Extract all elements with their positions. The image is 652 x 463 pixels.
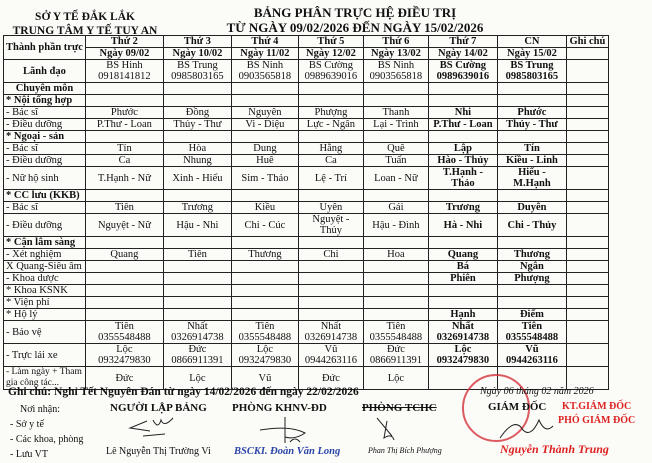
duty-cell <box>298 95 363 107</box>
note-cell <box>566 155 608 167</box>
duty-cell <box>363 83 428 95</box>
day-header: Thứ 3 <box>163 36 231 48</box>
duty-cell <box>497 190 566 202</box>
duty-cell: Chi - Thủy <box>497 214 566 237</box>
duty-cell: Lộc <box>163 367 231 390</box>
row-label: - Bác sĩ <box>4 107 86 119</box>
note-cell <box>566 107 608 119</box>
duty-cell <box>231 309 298 321</box>
row-label: * Hộ lý <box>4 309 86 321</box>
duty-cell <box>163 237 231 249</box>
director-title: GIÁM ĐỐC <box>488 401 547 413</box>
day-header: Thứ 4 <box>231 36 298 48</box>
duty-cell: Huê <box>231 155 298 167</box>
duty-cell <box>363 297 428 309</box>
duty-cell <box>85 190 163 202</box>
duty-cell: Duyên <box>497 202 566 214</box>
preparer-signature <box>125 416 185 441</box>
note-cell <box>566 131 608 143</box>
table-row <box>4 321 609 344</box>
preparer-title: NGƯỜI LẬP BẢNG <box>110 402 207 414</box>
duty-cell: Tiên <box>85 202 163 214</box>
duty-cell: Thủy - Thư <box>497 119 566 131</box>
duty-cell <box>298 273 363 285</box>
table-row <box>4 95 609 107</box>
header-row-dates <box>4 48 609 60</box>
duty-cell: BS Ninh 0903565818 <box>363 60 428 83</box>
row-label: - Bác sĩ <box>4 202 86 214</box>
table-row <box>4 190 609 202</box>
day-header: CN <box>497 36 566 48</box>
duty-cell: Nguyệt - Thủy <box>298 214 363 237</box>
day-header: Thứ 5 <box>298 36 363 48</box>
table-row <box>4 167 609 190</box>
duty-cell: Lộc <box>363 367 428 390</box>
duty-cell <box>363 309 428 321</box>
duty-cell: Uyên <box>298 202 363 214</box>
note-cell <box>566 249 608 261</box>
duty-cell: Gái <box>363 202 428 214</box>
tchc-signature <box>372 416 412 441</box>
duty-cell: Ca <box>85 155 163 167</box>
row-label: * Cận lâm sàng <box>4 237 86 249</box>
khnv-title: PHÒNG KHNV-ĐD <box>232 402 327 414</box>
duty-cell: Lệ - Trí <box>298 167 363 190</box>
duty-cell: Lực - Ngân <box>298 119 363 131</box>
duty-cell <box>85 285 163 297</box>
table-row <box>4 237 609 249</box>
duty-cell: Trương <box>428 202 497 214</box>
org-name: TRUNG TÂM Y TẾ TUY AN <box>12 25 158 37</box>
duty-cell: Lại - Trình <box>363 119 428 131</box>
duty-cell: Quê <box>363 143 428 155</box>
duty-cell: BS Cường 0989639016 <box>428 60 497 83</box>
table-row <box>4 309 609 321</box>
table-row <box>4 119 609 131</box>
row-label: - Nữ hộ sinh <box>4 167 86 190</box>
tchc-name: Phan Thị Bích Phượng <box>368 446 442 455</box>
row-label: - Làm ngày + Tham gia công tác... <box>4 367 86 390</box>
recipient: - Sở y tế <box>10 419 44 430</box>
row-label: Chuyên môn <box>4 83 86 95</box>
doc-title: BẢNG PHÂN TRỰC HỆ ĐIỀU TRỊ <box>253 5 457 20</box>
duty-cell <box>428 237 497 249</box>
duty-cell: Hậu - Nhi <box>163 214 231 237</box>
duty-cell: Điểm <box>497 309 566 321</box>
duty-cell <box>363 190 428 202</box>
duty-cell: Đức <box>298 367 363 390</box>
duty-cell <box>497 83 566 95</box>
duty-cell: Dung <box>231 143 298 155</box>
duty-cell: Thanh <box>363 107 428 119</box>
duty-cell <box>231 190 298 202</box>
duty-cell <box>298 309 363 321</box>
duty-cell: BS Trung 0985803165 <box>497 60 566 83</box>
row-label: Lãnh đạo <box>4 60 86 83</box>
row-label: - Bác sĩ <box>4 143 86 155</box>
duty-cell: T.Hạnh - Nữ <box>85 167 163 190</box>
duty-cell <box>363 261 428 273</box>
note-cell <box>566 119 608 131</box>
note-cell <box>566 202 608 214</box>
table-row <box>4 344 609 367</box>
duty-cell: Kiều - Linh <box>497 155 566 167</box>
note-cell <box>566 285 608 297</box>
duty-cell: Vũ <box>231 367 298 390</box>
row-label: - Trực lái xe <box>4 344 86 367</box>
duty-cell: Kiều <box>231 202 298 214</box>
note-cell <box>566 309 608 321</box>
duty-cell: Tín <box>85 143 163 155</box>
duty-cell: Bá <box>428 261 497 273</box>
duty-cell: Quang <box>428 249 497 261</box>
duty-cell <box>428 297 497 309</box>
duty-cell <box>231 131 298 143</box>
duty-cell: Tiên 0355548488 <box>497 321 566 344</box>
duty-cell: Hạnh <box>428 309 497 321</box>
duty-cell: Hòa <box>163 143 231 155</box>
row-label: - Xét nghiệm <box>4 249 86 261</box>
duty-cell: Tuấn <box>363 155 428 167</box>
duty-cell: Vũ 0944263116 <box>298 344 363 367</box>
corner-header: Thành phần trực <box>4 36 86 60</box>
duty-cell <box>428 95 497 107</box>
duty-cell <box>163 309 231 321</box>
duty-cell: Chi <box>298 249 363 261</box>
duty-cell: Quang <box>85 249 163 261</box>
duty-cell <box>163 95 231 107</box>
duty-table <box>3 35 609 390</box>
duty-cell <box>231 261 298 273</box>
table-row <box>4 60 609 83</box>
note-cell <box>566 297 608 309</box>
preparer-name: Lê Nguyễn Thị Trường Vi <box>106 446 211 457</box>
duty-cell <box>428 83 497 95</box>
duty-cell: Tiên 0355548488 <box>85 321 163 344</box>
duty-cell <box>298 131 363 143</box>
header-row-days <box>4 36 609 48</box>
director-signature <box>495 414 555 440</box>
duty-cell: Lộc 0932479830 <box>428 344 497 367</box>
table-row <box>4 249 609 261</box>
duty-cell: Hào - Thủy <box>428 155 497 167</box>
duty-cell <box>231 95 298 107</box>
row-label: * Khoa KSNK <box>4 285 86 297</box>
duty-cell <box>298 261 363 273</box>
date-header: Ngày 15/02 <box>497 48 566 60</box>
recipients-title: Nơi nhận: <box>20 404 61 415</box>
duty-cell <box>85 261 163 273</box>
table-row <box>4 83 609 95</box>
khnv-signature <box>255 415 325 445</box>
duty-cell <box>163 261 231 273</box>
day-header: Thứ 6 <box>363 36 428 48</box>
duty-cell <box>298 83 363 95</box>
director-name: Nguyễn Thành Trung <box>500 442 609 456</box>
recipient: - Lưu VT <box>10 449 49 460</box>
duty-cell <box>231 83 298 95</box>
duty-cell <box>163 83 231 95</box>
duty-cell <box>428 285 497 297</box>
duty-cell: Chi - Cúc <box>231 214 298 237</box>
row-label: - Điều dưỡng <box>4 119 86 131</box>
table-row <box>4 214 609 237</box>
row-label: - Điều dưỡng <box>4 155 86 167</box>
duty-cell: T.Hạnh - Thảo <box>428 167 497 190</box>
duty-cell <box>85 237 163 249</box>
duty-cell <box>363 285 428 297</box>
duty-cell: Tiên <box>163 249 231 261</box>
duty-cell: Đồng <box>163 107 231 119</box>
table-row <box>4 285 609 297</box>
duty-cell: Vũ 0944263116 <box>497 344 566 367</box>
row-label: - Khoa dược <box>4 273 86 285</box>
row-label: * Nội tổng hợp <box>4 95 86 107</box>
duty-cell: Nhung <box>163 155 231 167</box>
note-cell <box>566 261 608 273</box>
note-cell <box>566 48 608 60</box>
note-cell <box>566 83 608 95</box>
duty-cell: Đức 0866911391 <box>163 344 231 367</box>
duty-cell <box>497 131 566 143</box>
tchc-title: PHÒNG TCHC <box>362 402 437 414</box>
duty-cell <box>231 297 298 309</box>
duty-cell <box>363 95 428 107</box>
duty-cell <box>363 273 428 285</box>
row-label: - Bảo vệ <box>4 321 86 344</box>
duty-cell <box>163 273 231 285</box>
note-cell <box>566 321 608 344</box>
duty-cell: BS Hinh 0918141812 <box>85 60 163 83</box>
duty-cell <box>298 237 363 249</box>
date-header: Ngày 14/02 <box>428 48 497 60</box>
day-header: Thứ 7 <box>428 36 497 48</box>
row-label: X Quang-Siêu âm <box>4 261 86 273</box>
date-header: Ngày 12/02 <box>298 48 363 60</box>
khnv-name: BSCKI. Đoàn Văn Long <box>234 446 341 457</box>
duty-cell: Tiên 0355548488 <box>363 321 428 344</box>
note-cell <box>566 214 608 237</box>
duty-cell: Phượng <box>298 107 363 119</box>
duty-cell <box>231 237 298 249</box>
duty-cell: Thương <box>231 249 298 261</box>
day-header: Thứ 2 <box>85 36 163 48</box>
row-label: * Viện phí <box>4 297 86 309</box>
note-cell <box>566 167 608 190</box>
table-row <box>4 155 609 167</box>
duty-cell: Phượng <box>497 273 566 285</box>
duty-cell: Đức 0866911391 <box>363 344 428 367</box>
duty-cell: Hoa <box>363 249 428 261</box>
duty-cell <box>85 273 163 285</box>
duty-cell <box>298 190 363 202</box>
duty-cell: Lộc 0932479830 <box>85 344 163 367</box>
row-label: * CC lưu (KKB) <box>4 190 86 202</box>
table-row <box>4 143 609 155</box>
duty-cell: Lập <box>428 143 497 155</box>
duty-cell: Nhất 0326914738 <box>163 321 231 344</box>
duty-cell: Hậu - Đình <box>363 214 428 237</box>
duty-cell <box>298 297 363 309</box>
duty-cell <box>85 309 163 321</box>
duty-cell: Đức <box>85 367 163 390</box>
duty-cell: Nhi <box>428 107 497 119</box>
duty-cell <box>163 297 231 309</box>
duty-cell: Hà - Nhi <box>428 214 497 237</box>
note-cell <box>566 237 608 249</box>
duty-cell: Loan - Nữ <box>363 167 428 190</box>
duty-cell <box>85 83 163 95</box>
duty-cell <box>231 273 298 285</box>
duty-cell <box>85 297 163 309</box>
table-row <box>4 261 609 273</box>
note-cell <box>566 60 608 83</box>
duty-cell: Nguyên <box>231 107 298 119</box>
duty-cell: Nhất 0326914738 <box>428 321 497 344</box>
duty-cell <box>497 237 566 249</box>
org-parent: SỞ Y TẾ ĐẮK LẮK <box>35 11 135 23</box>
table-row <box>4 107 609 119</box>
duty-cell: P.Thư - Loan <box>428 119 497 131</box>
duty-cell <box>363 131 428 143</box>
doc-subtitle: TỪ NGÀY 09/02/2026 ĐẾN NGÀY 15/02/2026 <box>226 20 484 35</box>
duty-cell <box>428 190 497 202</box>
duty-cell <box>497 95 566 107</box>
duty-cell: BS Cường 0989639016 <box>298 60 363 83</box>
duty-cell: BS Ninh 0903565818 <box>231 60 298 83</box>
duty-cell: Tiên 0355548488 <box>231 321 298 344</box>
duty-cell <box>163 285 231 297</box>
duty-cell <box>497 297 566 309</box>
duty-cell: P.Thư - Loan <box>85 119 163 131</box>
duty-cell <box>85 131 163 143</box>
duty-cell: Nhất 0326914738 <box>298 321 363 344</box>
note-cell <box>566 143 608 155</box>
duty-cell: Phước <box>85 107 163 119</box>
duty-cell: Phước <box>497 107 566 119</box>
note-cell <box>566 344 608 367</box>
note-cell <box>566 190 608 202</box>
duty-cell: Thương <box>497 249 566 261</box>
duty-cell <box>85 95 163 107</box>
duty-cell: Vi - Diệu <box>231 119 298 131</box>
note-cell <box>566 95 608 107</box>
duty-cell: Phiên <box>428 273 497 285</box>
duty-cell: BS Trung 0985803165 <box>163 60 231 83</box>
note-header: Ghi chú <box>566 36 608 48</box>
table-row <box>4 131 609 143</box>
duty-cell: Hiếu - M.Hạnh <box>497 167 566 190</box>
date-header: Ngày 09/02 <box>85 48 163 60</box>
date-header: Ngày 13/02 <box>363 48 428 60</box>
duty-cell <box>231 285 298 297</box>
duty-cell <box>163 131 231 143</box>
duty-cell <box>298 285 363 297</box>
recipient: - Các khoa, phòng <box>10 434 84 445</box>
duty-cell: Hằng <box>298 143 363 155</box>
footer-note: Ghi chú: Nghỉ Tết Nguyên Đán từ ngày 14/02/2026 đến ngày 22/02/2026 <box>8 386 359 398</box>
director-sub1: KT.GIÁM ĐỐC <box>562 401 632 412</box>
duty-cell: Tín <box>497 143 566 155</box>
note-cell <box>566 273 608 285</box>
duty-cell: Nguyệt - Nữ <box>85 214 163 237</box>
duty-cell: Thủy - Thư <box>163 119 231 131</box>
duty-cell: Sim - Thảo <box>231 167 298 190</box>
duty-cell: Ngân <box>497 261 566 273</box>
duty-cell: Trương <box>163 202 231 214</box>
sign-date: Ngày 06 tháng 02 năm 2026 <box>480 386 594 397</box>
row-label: * Ngoại - sản <box>4 131 86 143</box>
director-sub2: PHÓ GIÁM ĐỐC <box>558 415 636 426</box>
duty-cell <box>363 237 428 249</box>
row-label: - Điều dưỡng <box>4 214 86 237</box>
duty-cell <box>163 190 231 202</box>
table-row <box>4 297 609 309</box>
date-header: Ngày 11/02 <box>231 48 298 60</box>
date-header: Ngày 10/02 <box>163 48 231 60</box>
duty-cell <box>428 131 497 143</box>
duty-cell <box>497 285 566 297</box>
table-row <box>4 202 609 214</box>
table-row <box>4 273 609 285</box>
duty-cell: Ca <box>298 155 363 167</box>
duty-cell: Xinh - Hiếu <box>163 167 231 190</box>
duty-cell: Lộc 0932479830 <box>231 344 298 367</box>
